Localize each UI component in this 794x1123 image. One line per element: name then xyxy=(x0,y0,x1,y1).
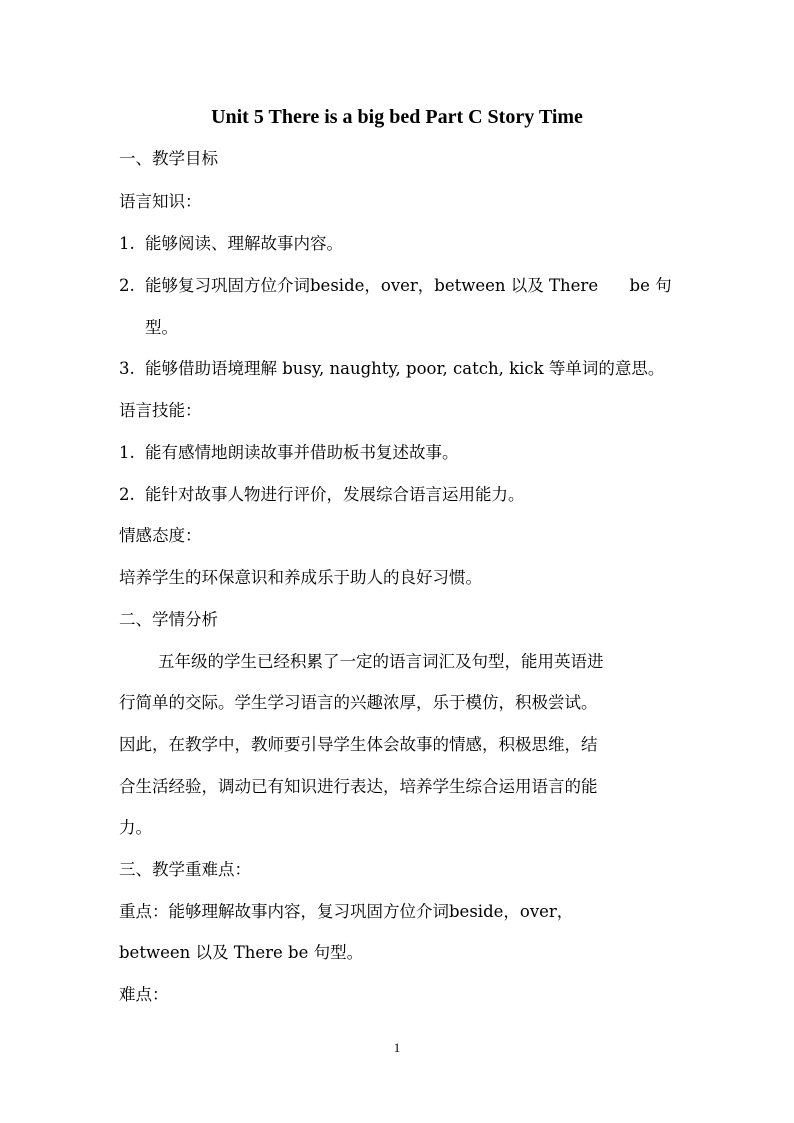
list-text: 能够借助语境理解 busy, naughty, poor, catch, kick 等单词的意思。 xyxy=(145,359,665,378)
analysis-line: 行简单的交际。学生学习语言的兴趣浓厚，乐于模仿，积极尝试。 xyxy=(119,693,598,712)
section-heading-objectives: 一、教学目标 xyxy=(119,149,218,168)
language-knowledge-label: 语言知识： xyxy=(119,192,202,211)
analysis-line: 力。 xyxy=(119,818,152,837)
emotion-label: 情感态度： xyxy=(119,526,202,545)
list-number: 2. xyxy=(119,276,135,295)
difficulty-label: 难点： xyxy=(119,985,169,1004)
list-text: 能够阅读、理解故事内容。 xyxy=(145,234,343,253)
language-skill-label: 语言技能： xyxy=(119,401,202,420)
list-text: 能够复习巩固方位介词beside，over，between 以及 There be 句 xyxy=(145,276,672,295)
analysis-line: 五年级的学生已经积累了一定的语言词汇及句型，能用英语进 xyxy=(158,652,604,671)
section-heading-key-points: 三、教学重难点： xyxy=(119,860,251,879)
emotion-text: 培养学生的环保意识和养成乐于助人的良好习惯。 xyxy=(119,568,482,587)
knowledge-item-1 xyxy=(119,232,679,256)
analysis-line: 合生活经验，调动已有知识进行表达，培养学生综合运用语言的能 xyxy=(119,777,598,796)
list-number: 2. xyxy=(119,485,135,504)
list-number: 3. xyxy=(119,359,135,378)
list-number: 1. xyxy=(119,234,135,253)
analysis-line: 因此，在教学中，教师要引导学生体会故事的情感，积极思维，结 xyxy=(119,735,598,754)
skill-item-2 xyxy=(119,483,679,507)
knowledge-item-3 xyxy=(119,357,679,381)
section-heading-analysis: 二、学情分析 xyxy=(119,610,218,629)
list-text: 能有感情地朗读故事并借助板书复述故事。 xyxy=(145,443,459,462)
list-text: 能针对故事人物进行评价，发展综合语言运用能力。 xyxy=(145,485,525,504)
key-point-line: 重点：能够理解故事内容，复习巩固方位介词beside，over， xyxy=(119,902,574,921)
page-number: 1 xyxy=(393,1040,401,1055)
document-title: Unit 5 There is a big bed Part C Story Time xyxy=(211,106,583,128)
knowledge-item-2-continued: 型。 xyxy=(145,318,178,337)
knowledge-item-2 xyxy=(119,274,679,298)
key-point-line: between 以及 There be 句型。 xyxy=(119,943,364,962)
skill-item-1 xyxy=(119,441,679,465)
list-number: 1. xyxy=(119,443,135,462)
